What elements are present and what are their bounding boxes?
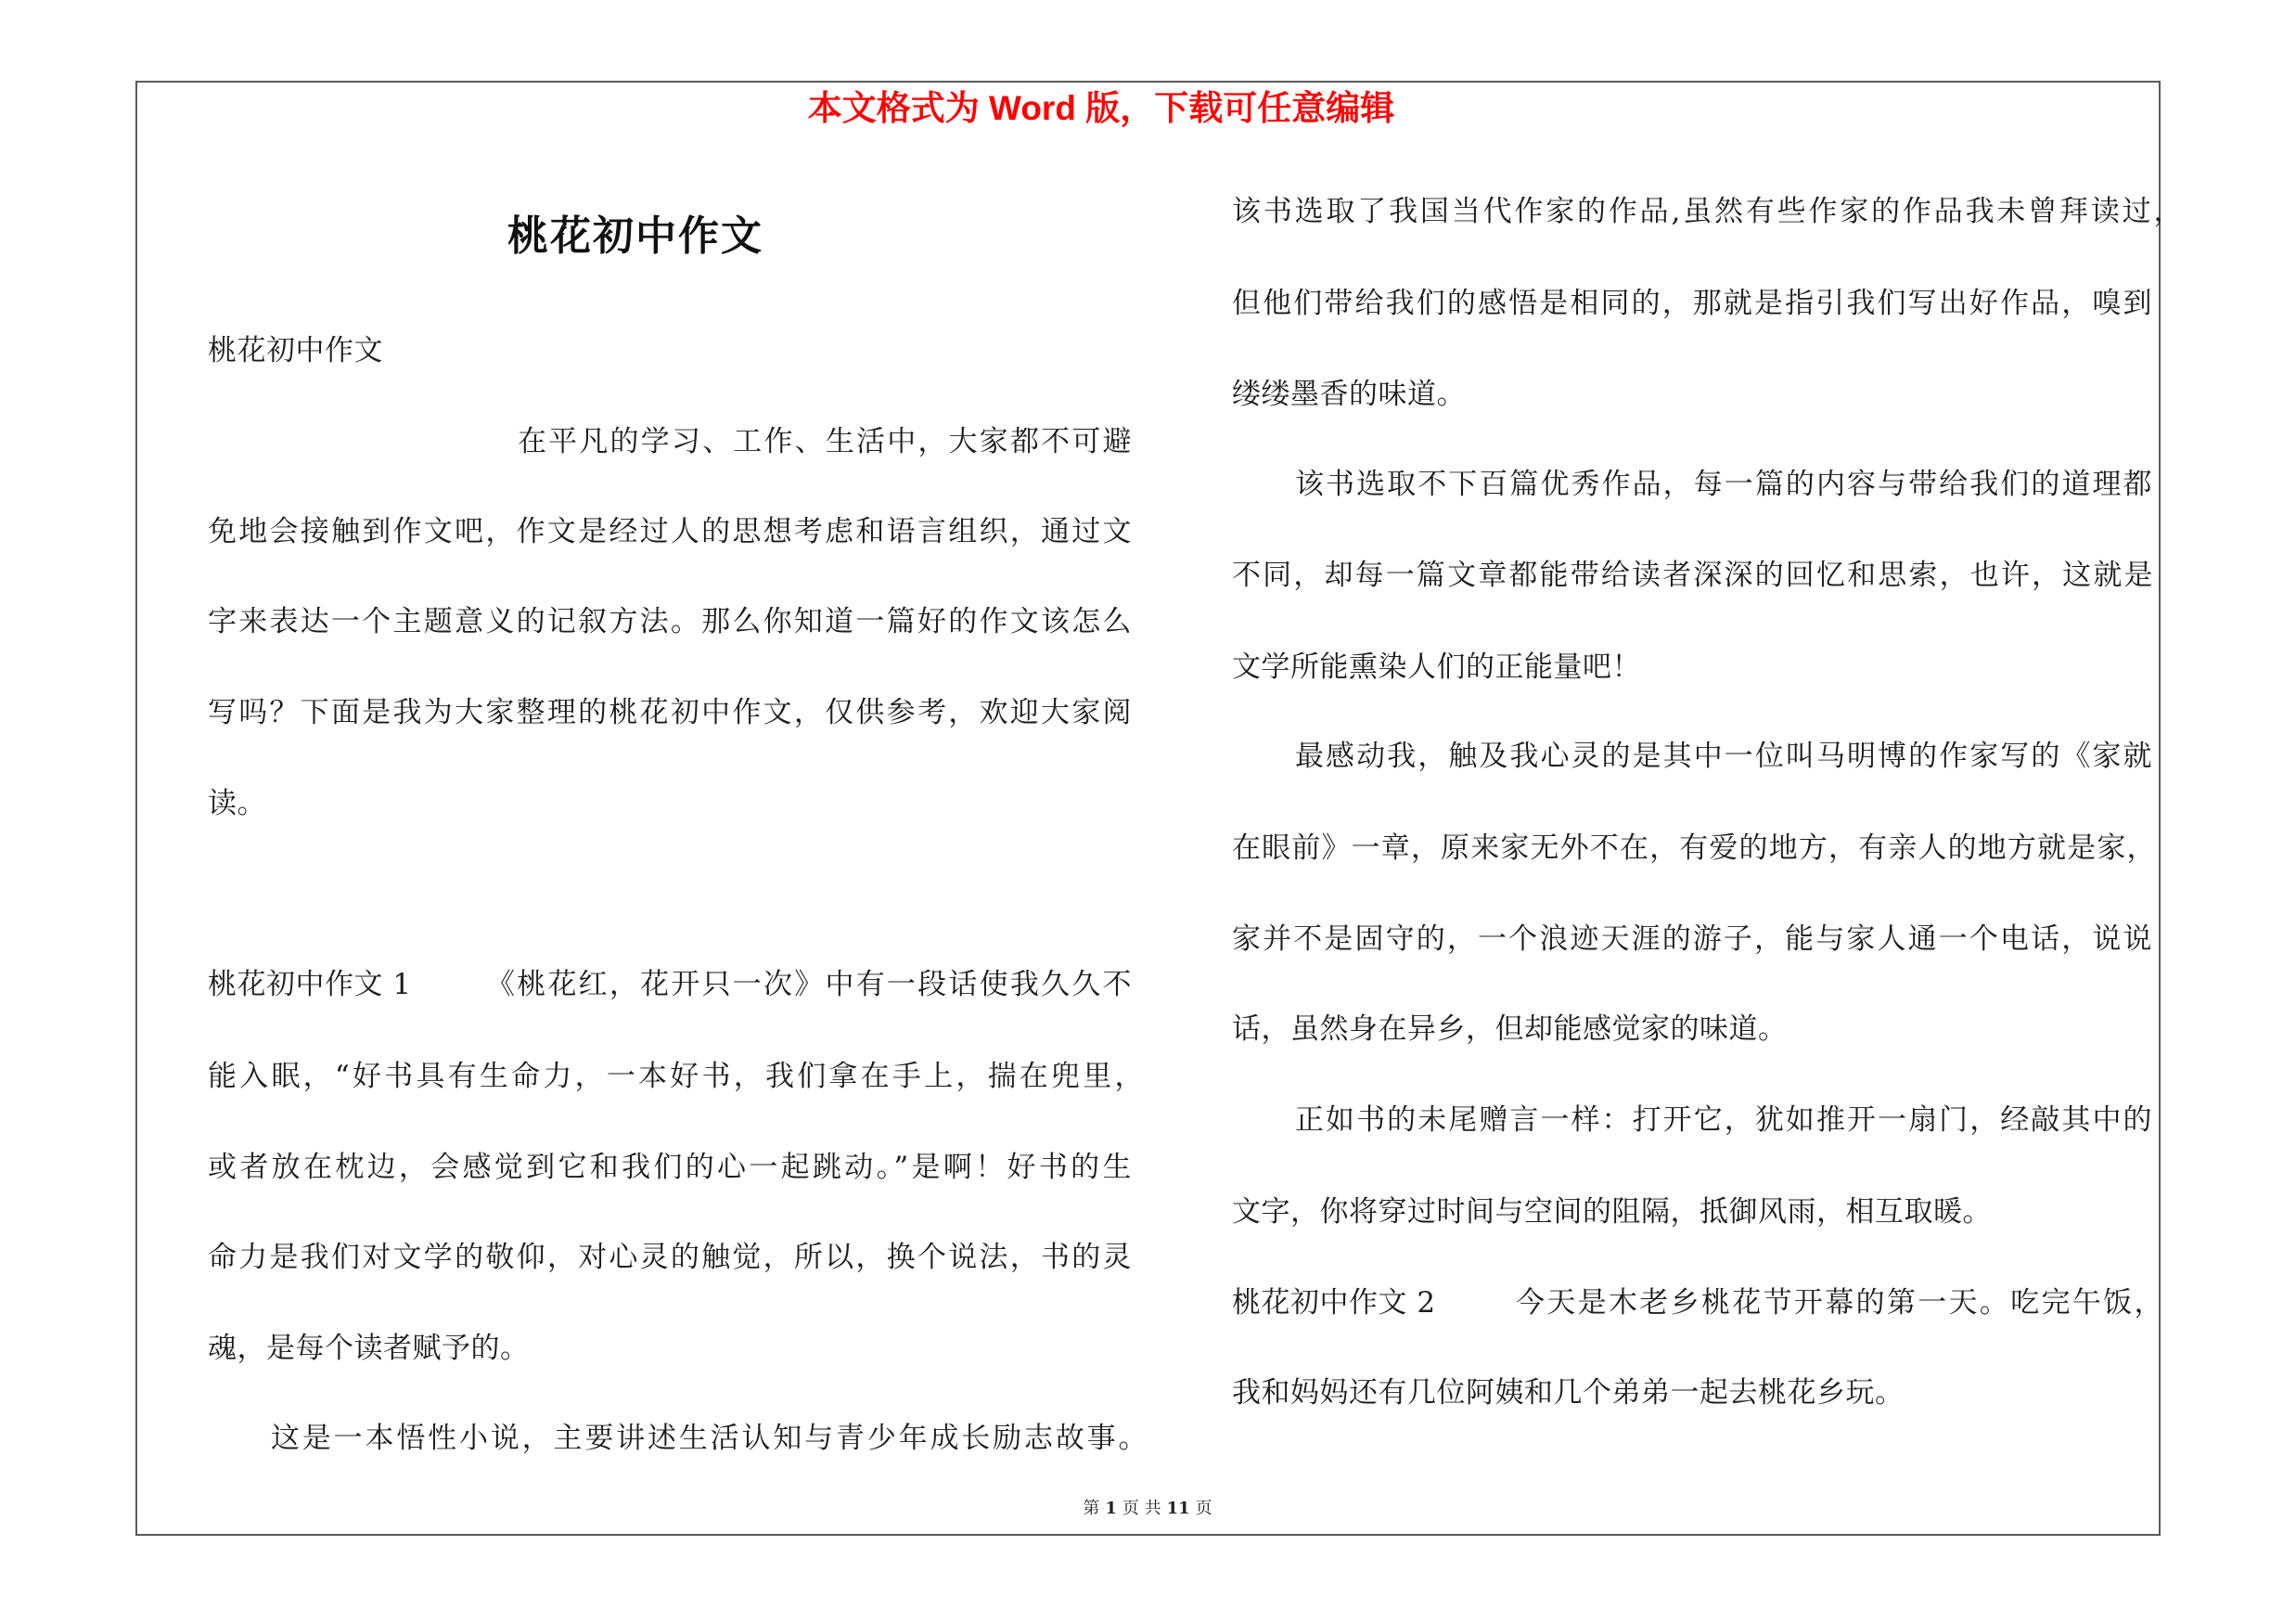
section-label: 桃花初中作文 2 (1232, 1286, 1436, 1320)
page-footer (1008, 1498, 1287, 1520)
body-line: 缕缕墨香的味道。 (1232, 378, 1466, 411)
body-line: 话，虽然身在异乡，但却能感觉家的味道。 (1232, 1012, 1788, 1046)
page-count: 11 (1166, 1499, 1190, 1518)
document-title: 桃花初中作文 (507, 213, 763, 260)
body-line: 命力是我们对文学的敬仰，对心灵的触觉，所以，换个说法，书的灵 (208, 1241, 1132, 1274)
page-mid: 页 共 (1122, 1499, 1161, 1518)
body-line: 魂，是每个读者赋予的。 (208, 1332, 530, 1365)
body-line: 在眼前》一章，原来家无外不在，有爱的地方，有亲人的地方就是家， (1232, 831, 2156, 865)
body-line: 正如书的未尾赠言一样：打开它，犹如推开一扇门，经敲其中的 (1295, 1103, 2152, 1137)
body-line: 或者放在枕边，会感觉到它和我们的心一起跳动。”是啊！好书的生 (208, 1151, 1132, 1184)
body-line: 写吗？下面是我为大家整理的桃花初中作文，仅供参考，欢迎大家阅 (208, 696, 1132, 729)
body-line: 在平凡的学习、工作、生活中，大家都不可避 (518, 425, 1132, 458)
header-notice: 本文格式为 Word 版，下载可任意编辑 (807, 89, 1395, 127)
body-line: 我和妈妈还有几位阿姨和几个弟弟一起去桃花乡玩。 (1232, 1376, 1905, 1410)
page-suffix: 页 (1195, 1499, 1212, 1518)
page-prefix: 第 (1083, 1499, 1100, 1518)
body-line: 家并不是固守的，一个浪迹天涯的游子，能与家人通一个电话，说说 (1232, 922, 2152, 956)
body-line: 该书选取了我国当代作家的作品,虽然有些作家的作品我未曾拜读过， (1232, 195, 2183, 228)
body-line: 能入眠，“好书具有生命力，一本好书，我们拿在手上，揣在兜里， (208, 1060, 1144, 1093)
body-line: 读。 (208, 787, 266, 820)
body-line: 但他们带给我们的感悟是相同的，那就是指引我们写出好作品，嗅到 (1232, 287, 2152, 320)
body-line: 《桃花红，花开只一次》中有一段话使我久久不 (486, 968, 1132, 1001)
body-line: 字来表达一个主题意义的记叙方法。那么你知道一篇好的作文该怎么 (208, 605, 1132, 638)
body-line: 最感动我，触及我心灵的是其中一位叫马明博的作家写的《家就 (1295, 740, 2152, 773)
body-line: 文学所能熏染人们的正能量吧！ (1232, 650, 1641, 684)
body-line: 不同，却每一篇文章都能带给读者深深的回忆和思索，也许，这就是 (1232, 559, 2153, 592)
body-line: 这是一本悟性小说，主要讲述生活认知与青少年成长励志故事。 (271, 1422, 1148, 1455)
page-number: 1 (1105, 1499, 1117, 1518)
body-line: 该书选取不下百篇优秀作品，每一篇的内容与带给我们的道理都 (1295, 468, 2152, 501)
section-label: 桃花初中作文 1 (208, 968, 412, 1001)
body-line: 免地会接触到作文吧，作文是经过人的思想考虑和语言组织，通过文 (208, 515, 1132, 548)
body-line: 今天是木老乡桃花节开幕的第一天。吃完午饭， (1516, 1286, 2163, 1320)
intro-label: 桃花初中作文 (208, 334, 383, 367)
body-line: 文字，你将穿过时间与空间的阻隔，抵御风雨，相互取暖。 (1232, 1195, 1992, 1229)
